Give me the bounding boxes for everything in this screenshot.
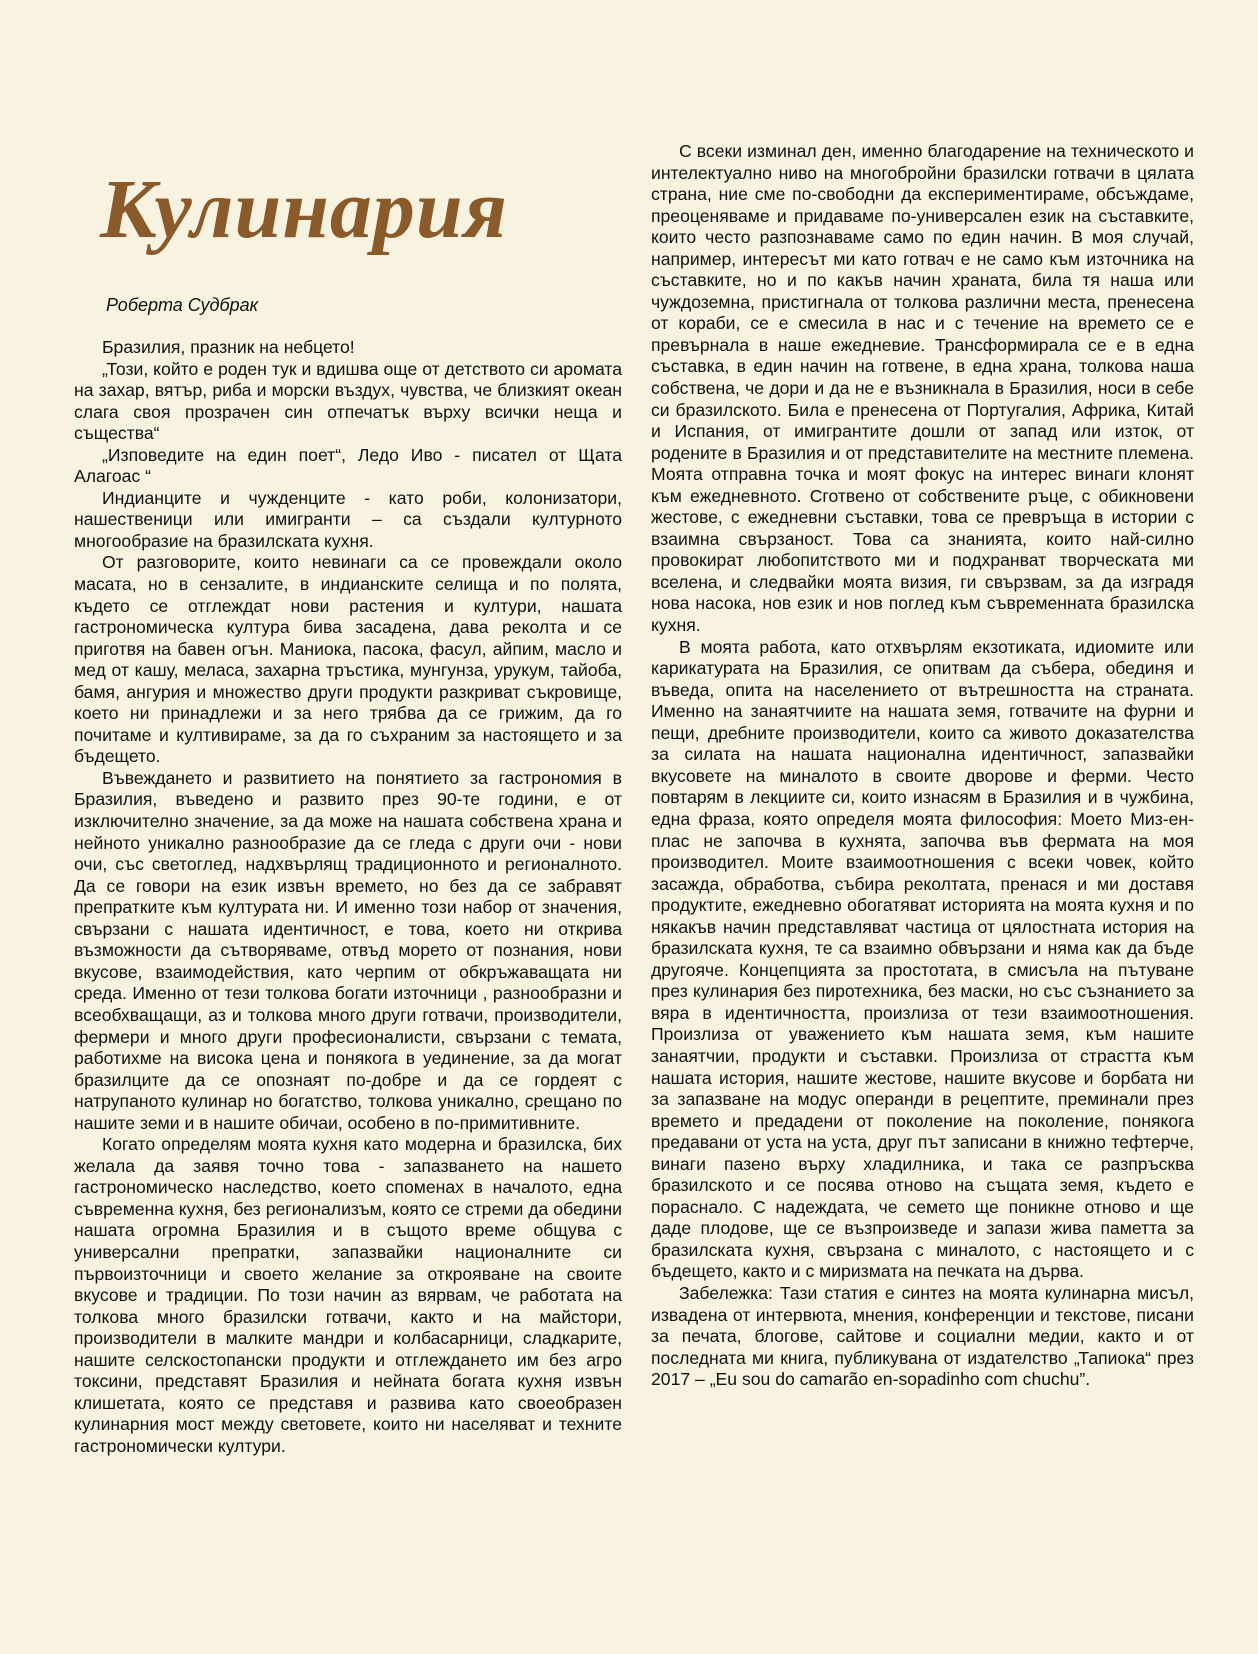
paragraph: „Този, който е роден тук и вдишва още от детството си аромата на захар, вятър, риба и морски въздух, чувства, че близкият океан слага своя прозрачен син отпечатък върху всички неща и същества“ — [74, 358, 622, 444]
paragraph: Забележка: Тази статия е синтез на моята кулинарна мисъл, извадена от интервюта, мнения, конференции и текстове, писани за печата, блогове, сайтове и социални медии, както и от последната ми книга, публикувана от издателство „Тапиока“ през 2017 – „Eu sou do camarão en-sopadinho com chuchu”. — [651, 1282, 1194, 1390]
paragraph: В моята работа, като отхвърлям екзотиката, идиомите или карикатурата на Бразилия, се опитвам да събера, обединя и въведа, опита на населението от вътрешността на страната. Именно на занаятчиите на нашата земя, готвачите на фурни и пещи, дребните производители, които са живото доказателства за силата на нашата национална идентичност, запазвайки вкусовете на миналото в своите дворове и ферми. Често повтарям в лекциите си, които изнасям в Бразилия и в чужбина, една фраза, която определя моята философия: Моето Миз-ен-плас не започва в кухнята, започва във фермата на моя производител. Моите взаимоотношения с всеки човек, който засажда, обработва, събира реколтата, пренася и ми доставя продуктите, ежедневно обогатяват историята на моята кухня и по някакъв начин представляват частица от цялостната история на бразилската кухня, те са взаимно обвързани и няма как да бъде другояче. Концепцията за простотата, в смисъла на пътуване през кулинария без пиротехника, без маски, но със съзнанието за вяра в идентичността, произлиза от тези взаимоотношения. Произлиза от уважението към нашата земя, към нашите занаятчии, продукти и съставки. Произлиза от страстта към нашата история, нашите жестове, нашите вкусове и борбата ни за запазване на модус операнди в рецептите, преминали през времето и предадени от поколение на поколение, понякога предавани от уста на уста, друг път записани в книжно тефтерче, винаги пазено върху хладилника, и така се разпръсква бразилското и се посява отново на същата земя, където е порасналo. С надеждата, че семето ще поникне отново и ще даде плодове, ще се възпроизведе и запази жива паметта за бразилската кухня, свързана с миналото, с настоящето и с бъдещето, както и с миризмата на печката на дърва. — [651, 636, 1194, 1282]
article-title: Кулинария — [100, 163, 508, 256]
paragraph: Въвеждането и развитието на понятието за гастрономия в Бразилия, въведено и развито през 90-те години, е от изключително значение, за да може на нашата собствена храна и нейното уникално разнообразие да се гледа с други очи - нови очи, със светоглед, надхвърлящ традиционното и регионалното. Да се говори на език извън времето, но без да се забравят препратките към културата ни. И именно този набор от значения, свързани с нашата идентичност, е това, което ни открива възможности да сътворяваме, отвъд морето от познания, нови вкусове, взаимодействия, като черпим от обкръжаващата ни среда. Именно от тези толкова богати източници , разнообразни и всеобхващащи, аз и толкова много други готвачи, производители, фермери и много други професионалисти, свързани с темата, работихме на висока цена и понякога в уединение, за да могат бразилците да се опознаят по-добре и да се гордеят с натрупаното кулинар но богатство, толкова уникално, срещано по нашите земи и в нашите обичаи, особено в по-примитивните. — [74, 767, 622, 1133]
paragraph: От разговорите, които невинаги са се провеждали около масата, но в сензалите, в индианските селища и по полята, където се отглеждат нови растения и култури, нашата гастрономическа култура бива засадена, дава реколта и се приготвя на бавен огън. Маниока, пасока, фасул, айпим, масло и мед от кашу, меласа, захарна тръстика, мунгунза, урукум, тайоба, бамя, ангурия и множество други продукти разкриват съкровище, което ни принадлежи и за него трябва да се грижим, да го почитаме и култивираме, за да го съхраним за настоящето и за бъдещето. — [74, 552, 622, 767]
paragraph: Индианците и чужденците - като роби, колонизатори, нашественици или имигранти – са създали културното многообразие на бразилската кухня. — [74, 487, 622, 551]
paragraph: Бразилия, празник на небцето! — [102, 337, 355, 357]
paragraph: С всеки изминал ден, именно благодарение на техническото и интелектуално ниво на многобройни бразилски готвачи в цялата страна, ние сме по-свободни да експериментираме, обсъждаме, преоценяваме и придаваме по-универсален език на съставките, които често разпознаваме само по един начин. В моя случай, например, интересът ми като готвач е не само към източника на съставките, но и по какъв начин храната, била тя наша или чуждоземна, пристигнала от толкова различни места, пренесена от кораби, се е смесила в нас и с течение на времето се е превърнала в наше ежедневие. Трансформирала се е в една съставка, в един начин на готвене, в една храна, толкова наша собствена, че дори и да не е възникнала в Бразилия, носи в себе си бразилското. Била е пренесена от Португалия, Африка, Китай и Испания, от имигрантите дошли от запад или изток, от родените в Бразилия и от представителите на местните племена. Моята отправна точка и моят фокус на интерес винаги клонят към ежедневното. Сготвено от собствените ръце, с обикновени жестове, с ежедневни съставки, това се превръща в истории с взаимна свързаност. Това са знанията, които най-силно провокират любопитството ми и подхранват творческата ми вселена, и следвайки моята визия, ги свързвам, за да изградя нова насока, нов език и нов поглед към съвременната бразилска кухня. — [651, 141, 1194, 636]
left-column — [74, 337, 622, 1457]
right-column — [651, 141, 1194, 1391]
paragraph: Когато определям моята кухня като модерна и бразилска, бих желала да заявя точно това - запазването на нашето гастрономическо наследство, което споменах в началото, една съвременна кухня, без регионализъм, която се стреми да обедини нашата огромна Бразилия и в същото време общува с универсални препратки, запазвайки националните си първоизточници и своето желание за открояване на своите вкусове и традиции. По този начин аз вярвам, че работата на толкова много бразилски готвачи, както и на майстори, производители в малките мандри и колбасарници, сладкарите, нашите селскостопански продукти и отглеждането им без агро токсини, представят Бразилия и нейната богата кухня извън клишетата, която се представя и развива като своеобразен кулинарния мост между световете, които ни населяват и техните гастрономически култури. — [74, 1134, 622, 1456]
article-author: Роберта Судбрак — [106, 295, 259, 315]
paragraph: „Изповедите на един поет“, Ледо Иво - писател от Щата Алагоас “ — [74, 444, 622, 487]
